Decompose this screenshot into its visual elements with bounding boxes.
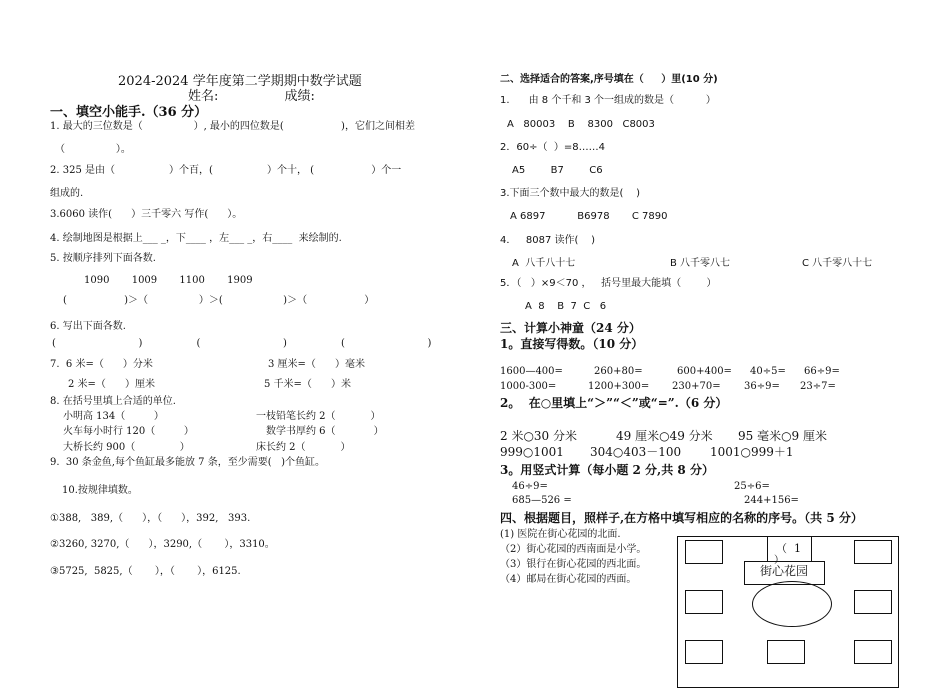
q4: 4. 绘制地图是根据上___ _，下____ ，左___ _，右____ 来绘制的.: [50, 233, 342, 244]
compare-999-1001: 999○1001: [500, 445, 564, 459]
map-center-label: 街心花园: [760, 564, 809, 578]
section3-part1: 1。直接写得数。（10 分）: [500, 337, 644, 351]
name-score-line: 姓名: 成绩:: [188, 89, 315, 104]
map-cell-southwest[interactable]: [685, 640, 723, 664]
map-example-close: ）: [774, 555, 784, 566]
calc-23-7: 23÷7=: [800, 381, 836, 392]
q7-b1: 2 米=（ ）厘米: [68, 379, 155, 390]
map-clue-1: (1) 医院在街心花园的北面.: [500, 529, 621, 540]
map-cell-west[interactable]: [685, 590, 723, 614]
q1-line-b: （ ）。: [55, 144, 131, 155]
map-clue-3: （3）银行在街心花园的西北面。: [500, 559, 647, 570]
c3-options: A 6897 B6978 C 7890: [510, 211, 668, 222]
section3-title: 三、计算小神童（24 分）: [500, 321, 641, 335]
section3-part2: 2。 在○里填上“＞”“＜”或“=”.（6 分）: [500, 396, 728, 410]
q8-b2: 数学书厚约 6（ ）: [266, 426, 384, 437]
c1-options: A 80003 B 8300 C8003: [507, 119, 655, 130]
q10-2: ②3260, 3270,（ ），3290,（ ），3310。: [50, 539, 275, 550]
section1-title: 一、填空小能手.（36 分）: [50, 105, 208, 120]
q6: 6. 写出下面各数.: [50, 321, 126, 332]
c5: 5．（ ）×9＜70 ， 括号里最大能填（ ）: [500, 278, 717, 289]
q7-b2: 5 千米=（ ）米: [264, 379, 351, 390]
vertical-244-156: 244+156=: [744, 495, 799, 506]
q8-c2: 床长约 2（ ）: [256, 442, 351, 453]
exam-title: 2024-2024 学年度第二学期期中数学试题: [118, 74, 362, 89]
c5-options: A 8 B 7 C 6: [525, 301, 607, 312]
q8: 8. 在括号里填上合适的单位.: [50, 396, 176, 407]
q1-line-a: 1. 最大的三位数是（ ）, 最小的四位数是( )，它们之间相差: [50, 121, 415, 132]
q5-numbers: 1090 1009 1100 1909: [84, 275, 253, 286]
map-center-garden: [752, 581, 832, 627]
q10: 10.按规律填数。: [62, 485, 138, 496]
calc-260-80: 260+80=: [594, 366, 643, 377]
q7-a1: 7. 6 米=（ ）分米: [50, 359, 153, 370]
q9: 9. 30 条金鱼,每个鱼缸最多能放 7 条，至少需要( )个鱼缸。: [50, 457, 326, 468]
c4-option-b: B 八千零八七: [670, 258, 731, 269]
q2-line-a: 2. 325 是由（ ）个百，( ）个十， ( ）个一: [50, 165, 402, 176]
section4-title: 四、根据题目，照样子,在方格中填写相应的名称的序号。（共 5 分）: [500, 511, 863, 525]
calc-1600-400: 1600—400=: [500, 366, 563, 377]
compare-304-403: 304○403－100: [590, 445, 682, 459]
map-clue-2: （2）街心花园的西南面是小学。: [500, 544, 647, 555]
c4: 4． 8087 读作( ): [500, 235, 596, 246]
c4-option-c: C 八千零八十七: [802, 258, 873, 269]
calc-1200-300: 1200+300=: [588, 381, 650, 392]
compare-49cm-49dm: 49 厘米○49 分米: [616, 429, 713, 443]
q8-a1: 小明高 134（ ）: [63, 411, 164, 422]
section3-part3: 3。用竖式计算（每小题 2 分,共 8 分）: [500, 463, 714, 477]
vertical-685-526: 685—526 =: [512, 495, 572, 506]
map-cell-northeast[interactable]: [854, 540, 892, 564]
q8-a2: 一枝铅笔长约 2（ ）: [256, 411, 381, 422]
c4-option-a: A 八千八十七: [512, 258, 576, 269]
c2-options: A5 B7 C6: [512, 165, 603, 176]
calc-600-400: 600+400=: [677, 366, 732, 377]
map-clue-4: （4）邮局在街心花园的西面。: [500, 574, 637, 585]
c1: 1. 由 8 个千和 3 个一组成的数是（ ）: [500, 95, 716, 106]
q8-b1: 火车每小时行 120（ ）: [63, 426, 194, 437]
compare-1001-999: 1001○999＋1: [710, 445, 794, 459]
q10-1: ①388, 389,（ ），（ ），392, 393.: [50, 513, 251, 524]
compare-2m-30dm: 2 米○30 分米: [500, 429, 578, 443]
q5-blanks: ( )＞（ ）＞( )＞（ ）: [63, 295, 375, 306]
q2-line-b: 组成的.: [50, 188, 84, 199]
calc-36-9: 36÷9=: [744, 381, 780, 392]
map-cell-southeast[interactable]: [854, 640, 892, 664]
map-example-number: （ 1: [776, 542, 801, 555]
map-cell-east[interactable]: [854, 590, 892, 614]
section2-title: 二、选择适合的答案,序号填在（ ）里(10 分): [500, 74, 718, 85]
calc-66-9: 66÷9=: [804, 366, 840, 377]
q8-c1: 大桥长约 900（ ）: [63, 442, 190, 453]
q6-blanks: ( ) ( ) ( ): [52, 338, 432, 349]
q5: 5. 按顺序排列下面各数.: [50, 253, 156, 264]
vertical-25-6: 25÷6=: [734, 481, 770, 492]
map-cell-northwest[interactable]: [685, 540, 723, 564]
calc-230-70: 230+70=: [672, 381, 721, 392]
c2: 2．60÷（ ）=8……4: [500, 142, 605, 153]
q3: 3.6060 读作( ）三千零六 写作( ）。: [50, 209, 243, 220]
compare-95mm-9cm: 95 毫米○9 厘米: [738, 429, 828, 443]
calc-40-5: 40÷5=: [750, 366, 786, 377]
calc-1000-300: 1000-300=: [500, 381, 557, 392]
q10-3: ③5725, 5825,（ ），（ ），6125.: [50, 566, 241, 577]
q7-a2: 3 厘米=（ ）毫米: [268, 359, 365, 370]
c3: 3.下面三个数中最大的数是( ): [500, 188, 641, 199]
map-cell-south[interactable]: [767, 640, 805, 664]
vertical-46-9: 46÷9=: [512, 481, 548, 492]
